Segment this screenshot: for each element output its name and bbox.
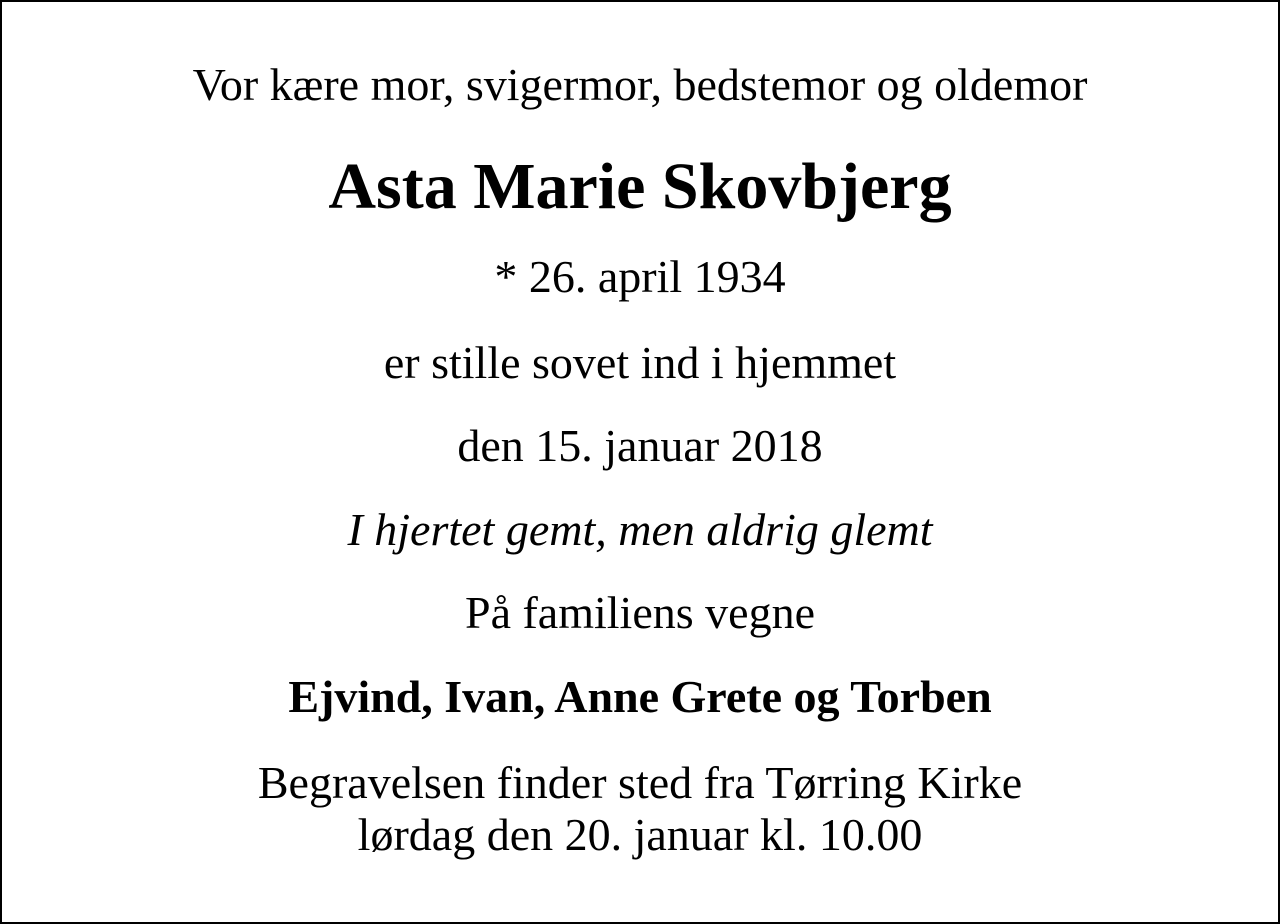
intro-text: Vor kære mor, svigermor, bedstemor og oldemor (192, 59, 1088, 110)
death-date: den 15. januar 2018 (457, 420, 823, 471)
deceased-name: Asta Marie Skovbjerg (328, 150, 952, 223)
memorial-quote: I hjertet gemt, men aldrig glemt (347, 504, 933, 555)
funeral-location: Begravelsen finder sted fra Tørring Kirke (257, 757, 1023, 808)
birth-date: * 26. april 1934 (494, 251, 786, 302)
funeral-time: lørdag den 20. januar kl. 10.00 (357, 809, 923, 860)
funeral-info (2, 757, 1278, 861)
family-names: Ejvind, Ivan, Anne Grete og Torben (288, 671, 992, 722)
passing-text: er stille sovet ind i hjemmet (383, 337, 897, 388)
on-behalf-text: På familiens vegne (464, 587, 815, 638)
